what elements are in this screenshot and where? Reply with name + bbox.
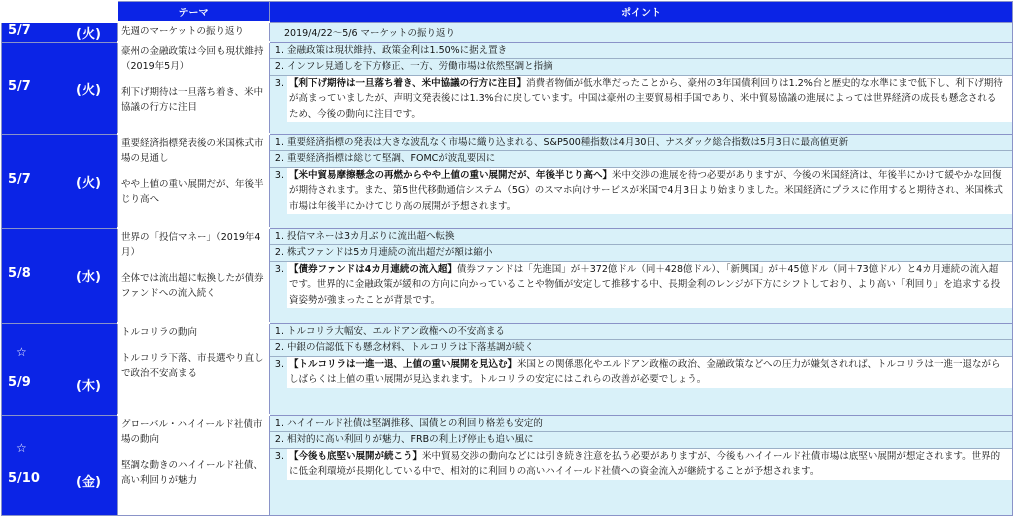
header-points: ポイント xyxy=(270,2,1013,23)
topic-row xyxy=(2,42,1013,134)
point-item xyxy=(270,416,1012,433)
point-item xyxy=(270,340,1012,357)
points-cell xyxy=(270,415,1013,515)
date-label: 5/8 xyxy=(8,266,31,281)
points-cell xyxy=(270,134,1013,228)
point-number: 3. xyxy=(270,168,287,215)
point-text: 債券ファンドは「先進国」が＋372億ドル（同＋428億ドル）、「新興国」が＋45億ドル（同＋73億ドル）と4カ月連続の流入超です。世界的に金融政策が緩和の方向に向かっていることや物価が安定して推移する中、長期金利のレンジが下方にシフトしており、より高い「利回り」を追求する投資姿勢が強まったことが背景です。 xyxy=(289,263,1001,306)
point-item xyxy=(270,151,1012,168)
star-icon: ☆ xyxy=(16,440,27,455)
point-item xyxy=(270,229,1012,246)
point-text: 重要経済指標の発表は大きな波乱なく市場に織り込まれる、S&P500種指数は4月30日、ナスダック総合指数は5月3日に最高値更新 xyxy=(287,136,849,148)
theme-title: トルコリラの動向 xyxy=(121,327,198,338)
point-number: 2. xyxy=(274,247,284,258)
theme-title: 世界の「投信マネー」（2019年4月） xyxy=(121,232,261,258)
theme-cell xyxy=(118,42,270,134)
points-cell xyxy=(270,42,1013,134)
date-cell xyxy=(2,228,118,323)
point-headline: 【利下げ期待は一旦落ち着き、米中協議の行方に注目】 xyxy=(289,77,527,89)
star-icon: ☆ xyxy=(16,344,27,359)
point-number: 1. xyxy=(274,230,284,242)
theme-cell xyxy=(118,228,270,323)
point-number: 2. xyxy=(274,61,284,72)
weekday-label: (火) xyxy=(76,82,101,98)
theme-title: 重要経済指標発表後の米国株式市場の見通し xyxy=(121,138,264,164)
point-item xyxy=(270,245,1012,262)
point-number: 2. xyxy=(274,342,284,353)
point-text: インフレ見通しを下方修正、一方、労働市場は依然堅調と指摘 xyxy=(287,61,553,72)
point-number: 3. xyxy=(270,76,287,123)
date-label: 5/7 xyxy=(8,78,31,94)
point-item xyxy=(270,43,1012,60)
point-number: 3. xyxy=(270,449,287,480)
point-headline: 【米中貿易摩擦懸念の再燃からやや上値の重い展開だが、年後半じり高へ】 xyxy=(289,169,613,181)
theme-subtitle: 堅調な動きのハイイールド社債、高い利回りが魅力 xyxy=(121,460,263,486)
point-item xyxy=(270,135,1012,152)
point-text: 米中貿易交渉の動向などには引き続き注意を払う必要がありますが、今後もハイイールド社債市場は底堅い展開が想定されます。世界的に低金利環境が長期化している中で、相対的に利回りの高いハイイールド社債への資金流入が継続することが予想されます。 xyxy=(289,450,1001,477)
point-text: 中銀の信認低下も懸念材料、トルコリラは下落基調が続く xyxy=(287,342,535,353)
point-item xyxy=(270,262,1012,309)
point-text: 消費者物価が低水準だったことから、豪州の3年国債利回りは1.2%台と歴史的な水準にまで低下し、利下げ期待が高まっていましたが、声明文発表後には1.3%台に戻しています。中国は豪州の主要貿易相手国であり、米中貿易協議の進展によっては世界経済の成長も懸念されるため、今後の動向に注目です。 xyxy=(289,77,1003,120)
topic-row xyxy=(2,22,1013,42)
weekday-label: (火) xyxy=(76,26,101,42)
date-cell xyxy=(2,415,118,515)
topic-row xyxy=(2,134,1013,228)
point-text: 重要経済指標は総じて堅調、FOMCが波乱要因に xyxy=(287,153,496,164)
weekday-label: (金) xyxy=(76,474,101,490)
point-text: 金融政策は現状維持、政策金利は1.50%に据え置き xyxy=(287,44,508,56)
date-label: 5/7 xyxy=(8,22,31,38)
point-text: 米中交渉の進展を待つ必要がありますが、今後の米国経済は、年後半にかけて緩やかな回復が期待されます。また、第5世代移動通信システム（5G）のスマホ向けサービスが米国で4月3日より始まりました。米国経済にプラスに作用すると期待され、米国株式市場は年後半にかけてじり高の展開が予想されます。 xyxy=(289,169,1003,212)
theme-subtitle: やや上値の重い展開だが、年後半じり高へ xyxy=(121,179,264,205)
theme-subtitle: 利下げ期待は一旦落ち着き、米中協議の行方に注目 xyxy=(121,87,264,113)
point-headline: 【今後も底堅い展開が続こう】 xyxy=(289,450,423,462)
point-number: 2. xyxy=(274,153,284,164)
theme-cell xyxy=(118,323,270,415)
point-headline: 【トルコリラは一進一退、上値の重い展開を見込む】 xyxy=(289,358,518,370)
date-cell xyxy=(2,134,118,228)
points-cell xyxy=(270,22,1013,42)
theme-cell xyxy=(118,134,270,228)
header-row xyxy=(2,2,1013,23)
topic-row xyxy=(2,323,1013,415)
topics-table xyxy=(1,1,1013,516)
weekday-label: (火) xyxy=(76,175,101,191)
point-number: 1. xyxy=(274,325,284,337)
point-text: 株式ファンドは5カ月連続の流出超だが額は縮小 xyxy=(287,247,493,258)
date-cell xyxy=(2,42,118,134)
date-cell xyxy=(2,323,118,415)
point-item xyxy=(270,432,1012,449)
point-text: 投信マネーは3カ月ぶりに流出超へ転換 xyxy=(287,230,455,242)
point-number: 3. xyxy=(270,357,287,388)
theme-subtitle: 全体では流出超に転換したが債券ファンドへの流入続く xyxy=(121,273,264,299)
weekday-label: (水) xyxy=(76,270,101,285)
theme-title: 豪州の金融政策は今回も現状維持（2019年5月） xyxy=(121,46,264,72)
theme-title: グローバル・ハイイールド社債市場の動向 xyxy=(121,419,263,445)
point-item xyxy=(270,76,1012,123)
point-item xyxy=(270,168,1012,215)
point-text: ハイイールド社債は堅調推移、国債との利回り格差も安定的 xyxy=(287,417,543,429)
point-item xyxy=(270,357,1012,388)
points-cell xyxy=(270,323,1013,415)
date-label: 5/7 xyxy=(8,171,31,187)
point-item xyxy=(270,324,1012,341)
point-text: 相対的に高い利回りが魅力、FRBの利上げ停止も追い風に xyxy=(287,434,534,445)
point-headline: 【債券ファンドは4カ月連続の流入超】 xyxy=(289,263,457,275)
point-number: 1. xyxy=(274,417,284,429)
date-cell xyxy=(2,22,118,42)
date-label: 5/10 xyxy=(8,470,40,486)
points-text: 2019/4/22～5/6 マーケットの振り返り xyxy=(284,27,456,39)
theme-title: 先週のマーケットの振り返り xyxy=(121,26,245,37)
date-label: 5/9 xyxy=(8,374,31,390)
point-item xyxy=(270,59,1012,76)
point-item xyxy=(270,449,1012,480)
point-text: トルコリラ大幅安、エルドアン政権への不安高まる xyxy=(287,325,505,337)
point-number: 2. xyxy=(274,434,284,445)
point-text: 米国との関係悪化やエルドアン政権の政治、金融政策などへの圧力が嫌気されれば、トルコリラは一進一退ながらしばらくは上値の重い展開が見込まれます。トルコリラの安定にはこれらの改善が必要でしょう。 xyxy=(289,358,1001,385)
theme-cell xyxy=(118,415,270,515)
header-blank xyxy=(2,2,118,23)
points-cell xyxy=(270,228,1013,323)
topic-row xyxy=(2,415,1013,515)
theme-subtitle: トルコリラ下落、市長選やり直しで政治不安高まる xyxy=(121,353,264,379)
point-number: 3. xyxy=(270,262,287,309)
weekday-label: (木) xyxy=(76,378,101,394)
topic-row xyxy=(2,228,1013,323)
point-number: 1. xyxy=(274,136,284,148)
point-number: 1. xyxy=(274,44,284,56)
header-theme: テーマ xyxy=(118,2,270,23)
theme-cell xyxy=(118,22,270,42)
